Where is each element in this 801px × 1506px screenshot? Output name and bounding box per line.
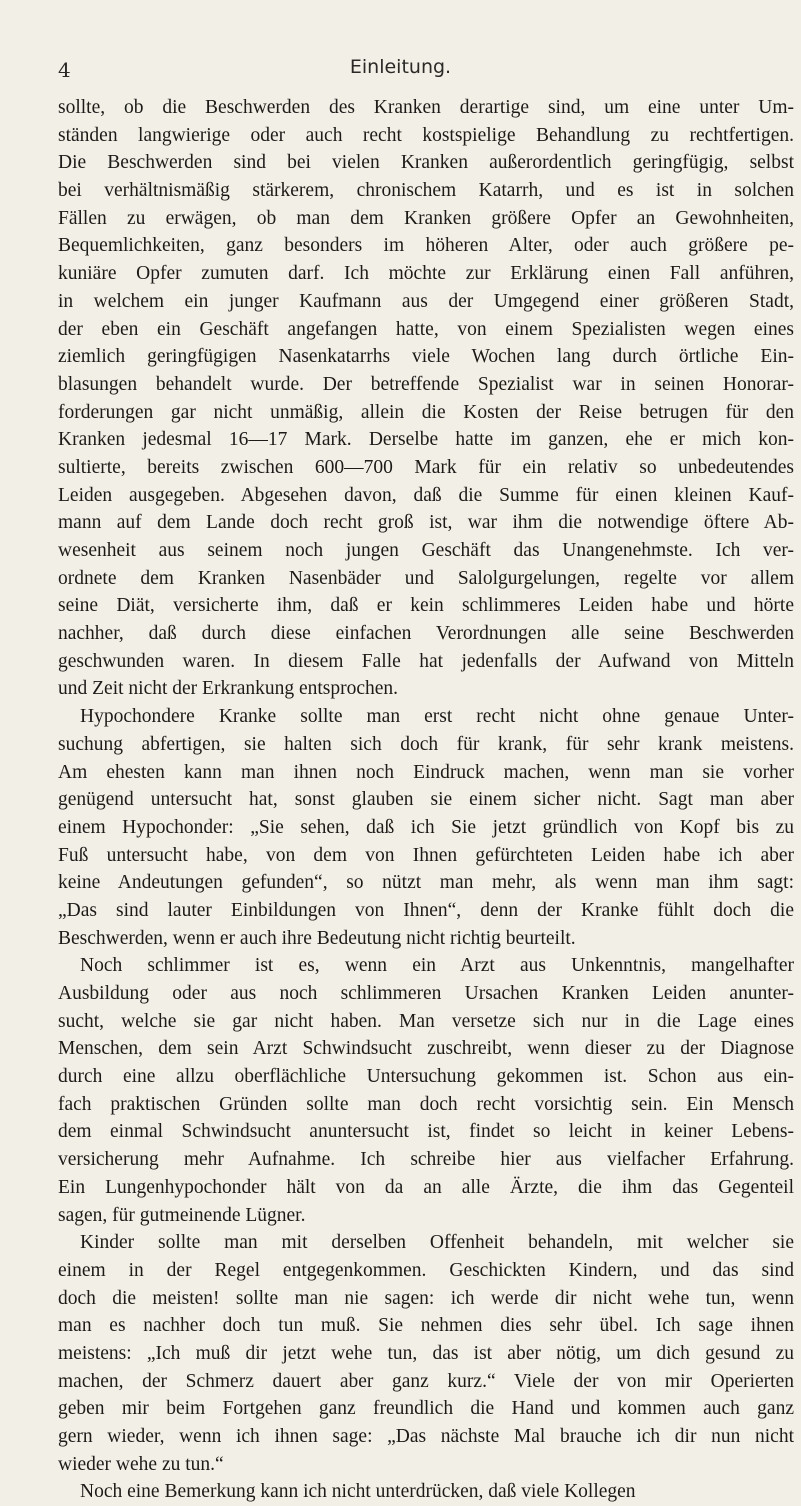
text-line: sagen, für gutmeinende Lügner. — [58, 1204, 306, 1226]
text-line: ziemlich geringfügigen Nasenkatarrhs viele Wochen lang durch örtliche Ein- — [58, 346, 794, 368]
text-line: doch die meisten! sollte man nie sagen: ich werde dir nicht wehe tun, wenn — [58, 1287, 794, 1309]
text-line: einem in der Regel entgegenkommen. Geschickten Kindern, und das sind — [58, 1259, 794, 1281]
text-line: geben mir beim Fortgehen ganz freundlich die Hand und kommen auch ganz — [58, 1398, 794, 1420]
text-line: in welchem ein junger Kaufmann aus der Umgegend einer größeren Stadt, — [58, 290, 794, 312]
text-line: mann auf dem Lande doch recht groß ist, war ihm die notwendige öftere Ab- — [58, 512, 794, 534]
text-line: der eben ein Geschäft angefangen hatte, von einem Spezialisten wegen eines — [58, 318, 794, 340]
text-line: ständen langwierige oder auch recht kostspielige Behandlung zu rechtfertigen. — [58, 124, 794, 146]
text-line: dem einmal Schwindsucht anuntersucht ist, findet so leicht in keiner Lebens- — [58, 1121, 794, 1143]
text-line: Ausbildung oder aus noch schlimmeren Ursachen Kranken Leiden anunter- — [58, 983, 794, 1004]
text-line: „Das sind lauter Einbildungen von Ihnen“, denn der Kranke fühlt doch die — [58, 899, 794, 921]
text-line: Am ehesten kann man ihnen noch Eindruck machen, wenn man sie vorher — [58, 761, 794, 783]
text-line: Kinder sollte man mit derselben Offenheit behandeln, mit welcher sie — [80, 1232, 794, 1254]
text-line: Ein Lungenhypochonder hält von da an alle Ärzte, die ihm das Gegenteil — [58, 1176, 794, 1198]
text-line: einem Hypochonder: „Sie sehen, daß ich Sie jetzt gründlich von Kopf bis zu — [58, 816, 794, 838]
text-line: und Zeit nicht der Erkrankung entsprochen. — [58, 678, 399, 700]
text-line: forderungen gar nicht unmäßig, allein die Kosten der Reise betrugen für den — [58, 401, 794, 423]
text-line: suchung abfertigen, sie halten sich doch für krank, für sehr krank meistens. — [58, 733, 794, 755]
text-line: machen, der Schmerz dauert aber ganz kurz.“ Viele der von mir Operierten — [58, 1370, 794, 1392]
text-line: seine Diät, versicherte ihm, daß er kein schlimmeres Leiden habe und hörte — [58, 595, 794, 617]
page-number: 4 — [58, 58, 71, 82]
text-line: man es nachher doch tun muß. Sie nehmen dies sehr übel. Ich sage ihnen — [58, 1315, 794, 1337]
text-line: sollte, ob die Beschwerden des Kranken derartige sind, um eine unter Um- — [58, 97, 794, 118]
body-text — [58, 94, 794, 1506]
text-line: meistens: „Ich muß dir jetzt wehe tun, das ist aber nötig, um dich gesund zu — [58, 1342, 794, 1364]
text-line: durch eine allzu oberflächliche Untersuchung gekommen ist. Schon aus ein- — [58, 1066, 794, 1088]
text-line: Noch schlimmer ist es, wenn ein Arzt aus Unkenntnis, mangelhafter — [80, 955, 794, 977]
text-line: Beschwerden, wenn er auch ihre Bedeutung nicht richtig beurteilt. — [58, 927, 576, 949]
text-line: keine Andeutungen gefunden“, so nützt man mehr, als wenn man ihm sagt: — [58, 872, 794, 894]
text-line: Fuß untersucht habe, von dem von Ihnen gefürchteten Leiden habe ich aber — [58, 844, 794, 866]
text-line: Hypochondere Kranke sollte man erst recht nicht ohne genaue Unter- — [80, 706, 794, 728]
text-line: fach praktischen Gründen sollte man doch recht vorsichtig sein. Ein Mensch — [58, 1093, 794, 1115]
text-line: Noch eine Bemerkung kann ich nicht unterdrücken, daß viele Kollegen — [80, 1481, 636, 1503]
text-line: ordnete dem Kranken Nasenbäder und Salolgurgelungen, regelte vor allem — [58, 567, 794, 589]
text-line: sucht, welche sie gar nicht haben. Man versetze sich nur in die Lage eines — [58, 1010, 794, 1032]
text-line: blasungen behandelt wurde. Der betreffende Spezialist war in seinen Honorar- — [58, 373, 794, 395]
text-line: Fällen zu erwägen, ob man dem Kranken größere Opfer an Gewohnheiten, — [58, 207, 794, 229]
text-line: wieder wehe zu tun.“ — [58, 1453, 224, 1475]
text-line: Kranken jedesmal 16—17 Mark. Derselbe hatte im ganzen, ehe er mich kon- — [58, 429, 794, 451]
text-line: genügend untersucht hat, sonst glauben sie einem sicher nicht. Sagt man aber — [58, 789, 794, 811]
text-line: geschwunden waren. In diesem Falle hat jedenfalls der Aufwand von Mitteln — [58, 650, 794, 672]
text-line: Die Beschwerden sind bei vielen Kranken außerordentlich geringfügig, selbst — [58, 152, 794, 174]
running-head: Einleitung. — [349, 56, 452, 78]
text-line: Leiden ausgegeben. Abgesehen davon, daß die Summe für einen kleinen Kauf- — [58, 484, 794, 506]
page-header — [0, 54, 801, 84]
text-line: Bequemlichkeiten, ganz besonders im höheren Alter, oder auch größere pe- — [58, 235, 794, 257]
text-line: Menschen, dem sein Arzt Schwindsucht zuschreibt, wenn dieser zu der Diagnose — [58, 1038, 794, 1060]
text-line: sultierte, bereits zwischen 600—700 Mark für ein relativ so unbedeutendes — [58, 456, 794, 478]
text-line: gern wieder, wenn ich ihnen sage: „Das nächste Mal brauche ich dir nun nicht — [58, 1426, 794, 1447]
text-line: kuniäre Opfer zumuten darf. Ich möchte zur Erklärung einen Fall anführen, — [58, 263, 794, 285]
text-line: wesenheit aus seinem noch jungen Geschäft das Unangenehmste. Ich ver- — [58, 540, 794, 561]
text-line: nachher, daß durch diese einfachen Verordnungen alle seine Beschwerden — [58, 623, 794, 645]
text-line: versicherung mehr Aufnahme. Ich schreibe hier aus vielfacher Erfahrung. — [58, 1149, 794, 1171]
text-line: bei verhältnismäßig stärkerem, chronischem Katarrh, und es ist in solchen — [58, 180, 794, 202]
